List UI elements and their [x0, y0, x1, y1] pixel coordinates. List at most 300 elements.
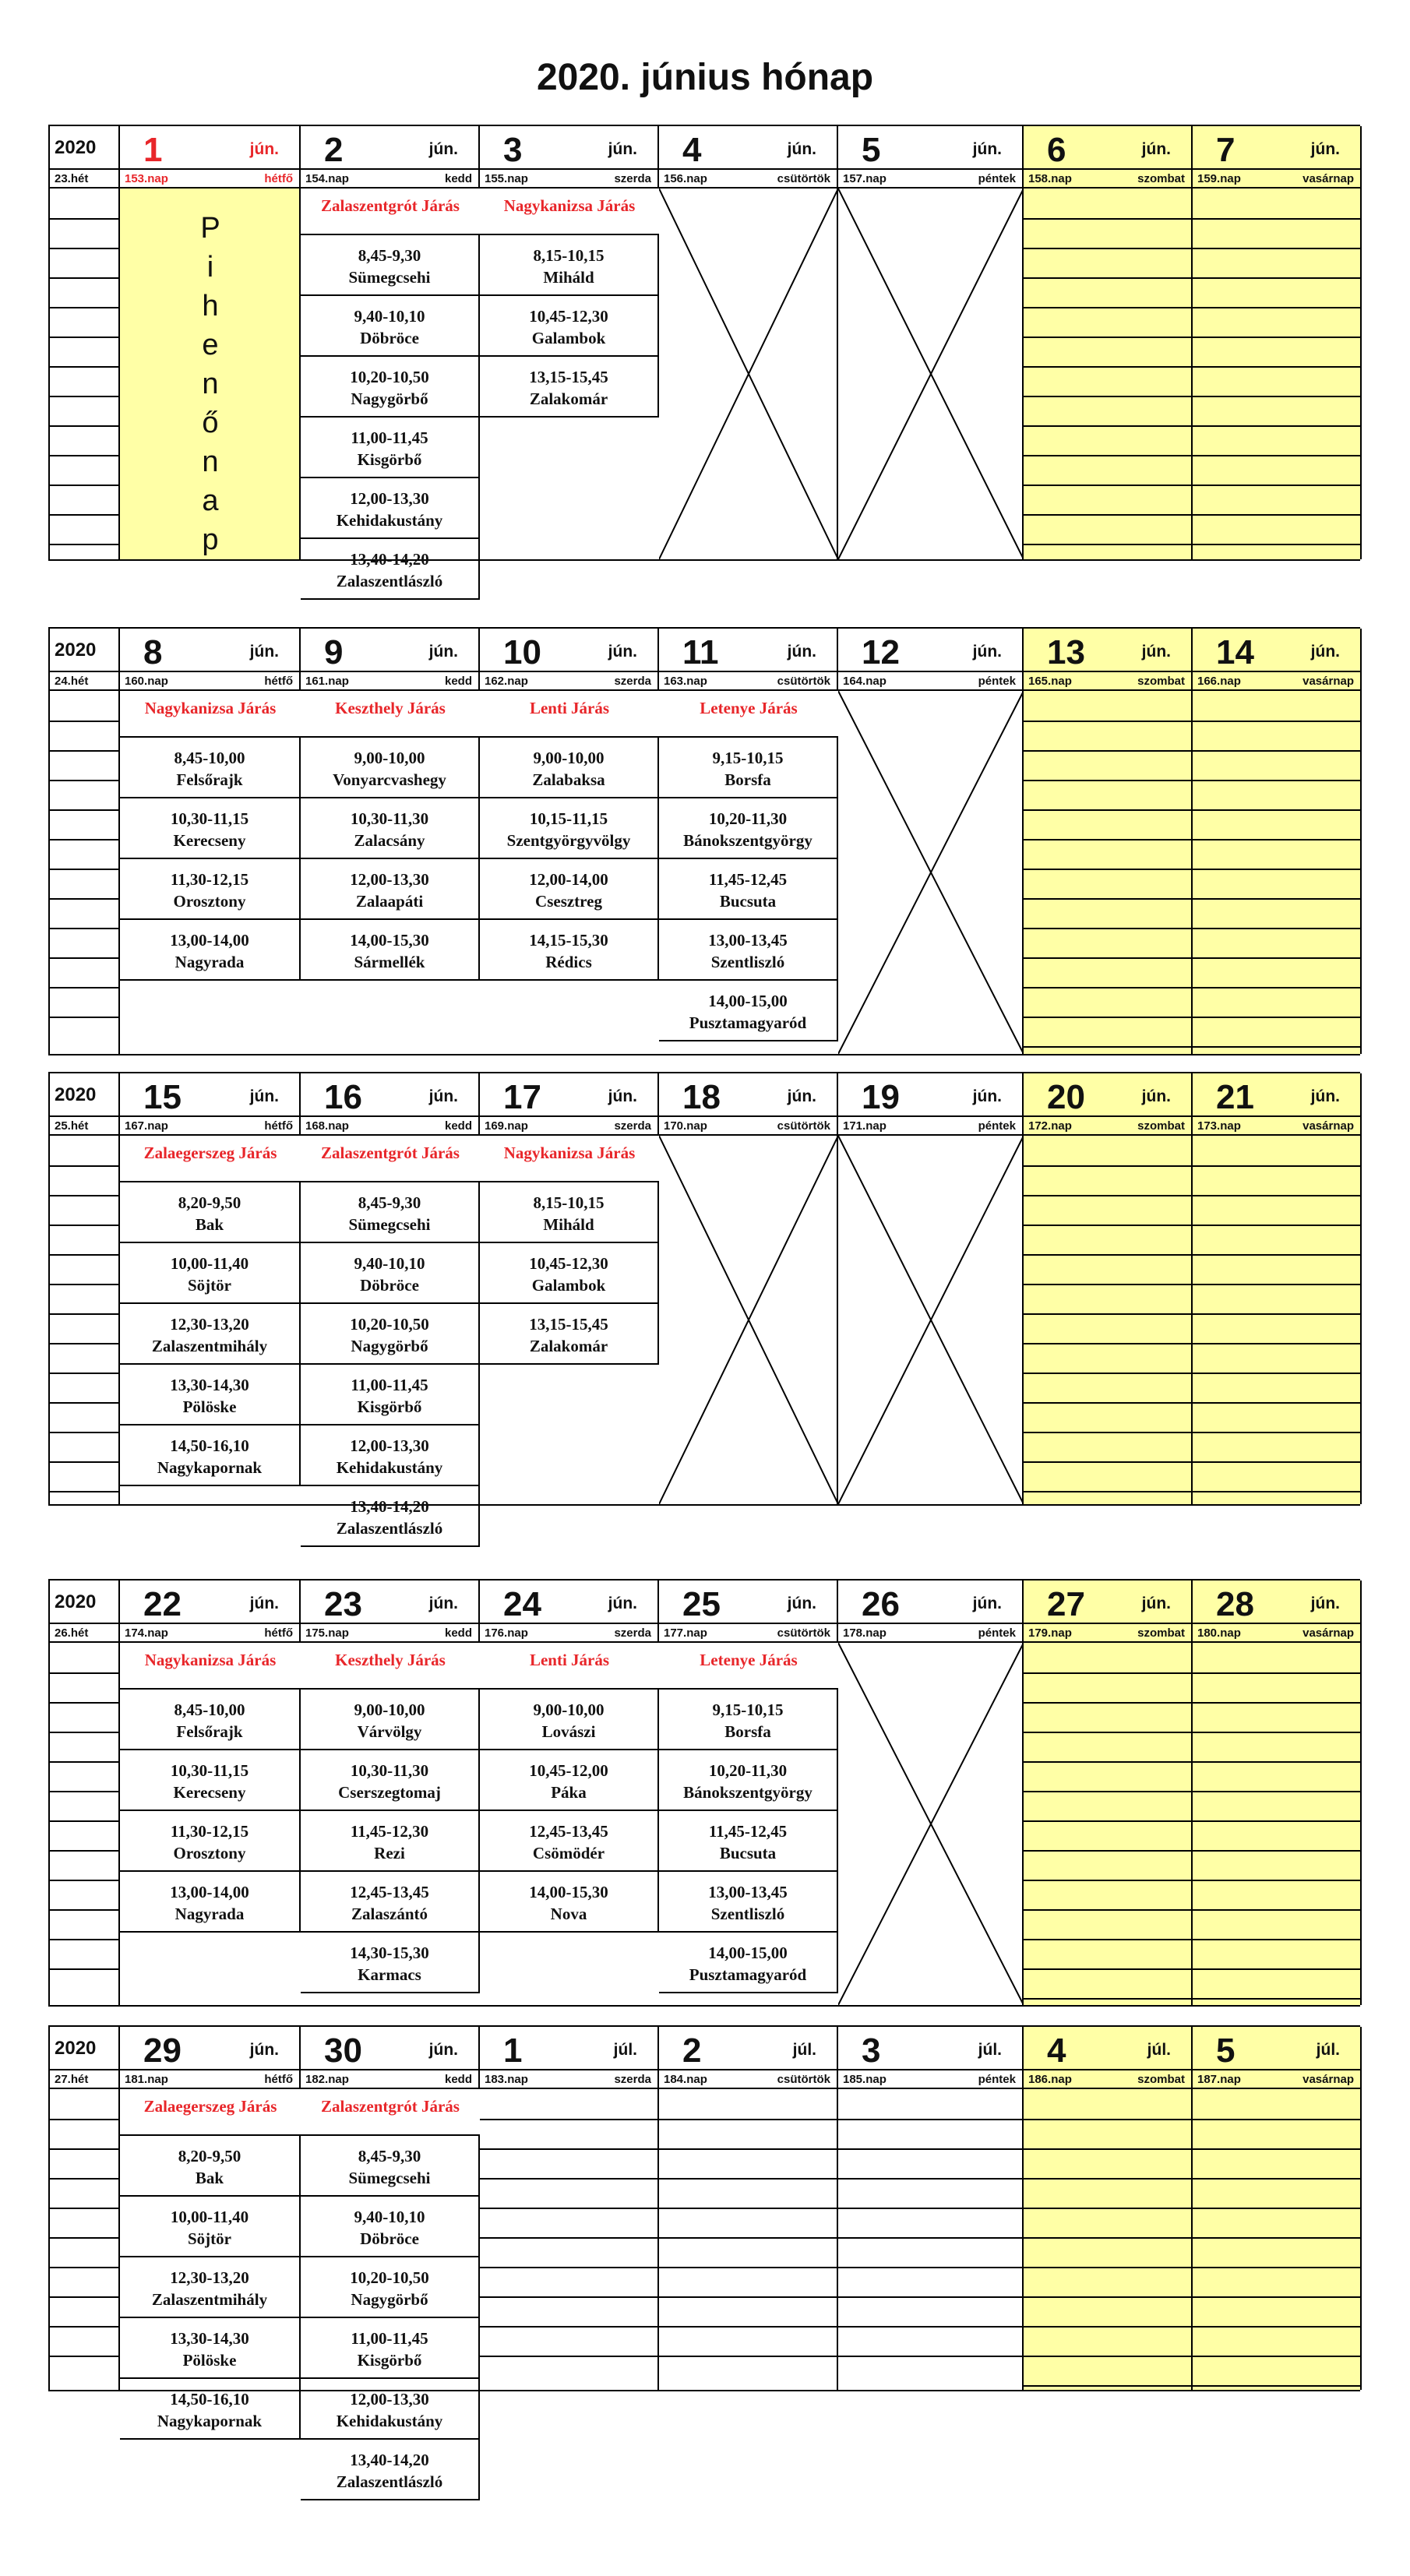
- week-number-cell: [50, 170, 120, 189]
- row-line: [838, 2326, 1024, 2328]
- time-slot: [659, 1811, 838, 1872]
- row-line: [1193, 337, 1362, 338]
- time-slot: [480, 738, 659, 798]
- day-number: 24: [503, 1585, 541, 1623]
- time-slot: [120, 1182, 301, 1243]
- row-line: [50, 809, 120, 811]
- day-header: [120, 2027, 301, 2070]
- day-header: [120, 1073, 301, 1117]
- month-label: jún.: [1141, 140, 1171, 158]
- day-header: [1024, 1073, 1193, 1117]
- day-subheader: [1193, 1117, 1362, 1136]
- weekday-label: vasárnap: [1302, 1626, 1354, 1640]
- slot-time: 13,30-14,30: [170, 2329, 249, 2348]
- slot-place: Nagygörbő: [351, 1337, 428, 1355]
- slot-time: 12,00-13,30: [350, 1436, 429, 1455]
- day-of-year: 160.nap: [125, 675, 168, 688]
- time-slot: [301, 235, 480, 296]
- week-block: [48, 1072, 1360, 1538]
- row-line: [1193, 1850, 1362, 1852]
- row-line: [50, 2119, 120, 2120]
- row-line: [1193, 514, 1362, 516]
- day-of-year: 162.nap: [485, 675, 528, 688]
- time-slot: [120, 1365, 301, 1425]
- row-line: [838, 2148, 1024, 2150]
- slot-time: 12,45-13,45: [529, 1822, 608, 1841]
- time-slot: [659, 1750, 838, 1811]
- slot-time: 10,45-12,30: [529, 307, 608, 326]
- row-line: [1024, 337, 1193, 338]
- weekday-label: szombat: [1137, 1626, 1185, 1640]
- weekend-body: [1024, 1643, 1193, 2005]
- day-header: [659, 1580, 838, 1624]
- weekday-label: szombat: [1137, 2073, 1185, 2086]
- day-column: [301, 2027, 480, 2491]
- day-number: 29: [143, 2032, 182, 2070]
- slot-time: 8,20-9,50: [178, 2147, 241, 2165]
- slot-time: 10,30-11,30: [350, 809, 429, 828]
- month-label: jún.: [972, 1087, 1002, 1105]
- slot-time: 8,20-9,50: [178, 1193, 241, 1212]
- time-slot: [301, 1425, 480, 1486]
- month-label: jún.: [249, 2041, 279, 2059]
- day-of-year: 175.nap: [305, 1626, 349, 1640]
- time-slot: [480, 1182, 659, 1243]
- slot-time: 9,40-10,10: [354, 307, 425, 326]
- slot-time: 11,00-11,45: [351, 1376, 428, 1394]
- weekday-label: vasárnap: [1302, 2073, 1354, 2086]
- day-number: 2: [324, 131, 344, 169]
- slot-time: 11,30-12,15: [170, 1822, 249, 1841]
- row-line: [50, 485, 120, 486]
- row-line: [1193, 1225, 1362, 1226]
- week-number-cell: [50, 672, 120, 691]
- district-label: Nagykanizsa Járás: [144, 699, 277, 717]
- day-header: [659, 1073, 838, 1117]
- row-line: [1193, 2148, 1362, 2150]
- month-label: júl.: [792, 2041, 816, 2059]
- day-number: 16: [324, 1078, 362, 1116]
- row-line: [1193, 1880, 1362, 1881]
- row-line: [50, 1343, 120, 1344]
- row-line: [50, 721, 120, 722]
- row-line: [1024, 809, 1193, 811]
- day-of-year: 165.nap: [1028, 675, 1072, 688]
- day-of-year: 172.nap: [1028, 1119, 1072, 1133]
- day-header: [480, 1580, 659, 1624]
- row-line: [1024, 957, 1193, 959]
- row-line: [1024, 869, 1193, 870]
- week-label-col: [50, 629, 120, 1054]
- slot-place: Pölöske: [182, 2351, 237, 2370]
- time-slot: [301, 738, 480, 798]
- row-line: [50, 455, 120, 456]
- slot-place: Zalaszentlászló: [336, 1519, 443, 1538]
- slot-place: Sümegcsehi: [348, 1215, 431, 1234]
- district-label: Lenti Járás: [529, 699, 610, 717]
- weekend-body: [1024, 1136, 1193, 1504]
- row-line: [50, 1702, 120, 1704]
- row-line: [1193, 1017, 1362, 1018]
- day-column: [1193, 1580, 1362, 2005]
- time-slot: [120, 1425, 301, 1486]
- year-cell: [50, 2027, 120, 2070]
- weekend-body: [1193, 1643, 1362, 2005]
- slot-time: 11,45-12,30: [350, 1822, 429, 1841]
- day-column: [301, 1580, 480, 2005]
- slot-place: Karmacs: [358, 1965, 421, 1984]
- weekday-label: hétfő: [264, 675, 293, 688]
- row-line: [1024, 1850, 1193, 1852]
- time-slot: [120, 1304, 301, 1365]
- time-slot: [301, 859, 480, 920]
- slot-time: 13,15-15,45: [529, 368, 608, 386]
- day-column: [480, 2027, 659, 2390]
- day-subheader: [120, 672, 301, 691]
- row-line: [1193, 396, 1362, 397]
- slot-time: 12,00-14,00: [529, 870, 608, 889]
- weekday-label: szerda: [614, 1626, 651, 1640]
- time-slot: [301, 1182, 480, 1243]
- slot-time: 8,45-9,30: [358, 2147, 421, 2165]
- row-line: [50, 2148, 120, 2150]
- day-column: [659, 1073, 838, 1504]
- row-line: [1024, 2178, 1193, 2180]
- slot-place: Bucsuta: [719, 892, 777, 911]
- day-column: [480, 1073, 659, 1504]
- week-grid: [48, 2025, 1360, 2491]
- row-line: [1193, 1402, 1362, 1404]
- slot-place: Döbröce: [360, 2229, 419, 2248]
- weekday-label: péntek: [978, 1119, 1016, 1133]
- slot-time: 13,00-13,45: [708, 1883, 788, 1901]
- slot-time: 14,00-15,30: [350, 931, 429, 950]
- day-subheader: [659, 170, 838, 189]
- row-line: [1193, 1165, 1362, 1167]
- slot-place: Vonyarcvashegy: [333, 770, 446, 789]
- slot-place: Szentgyörgyvölgy: [506, 831, 631, 850]
- row-line: [1024, 366, 1193, 368]
- month-label: jún.: [608, 140, 637, 158]
- weekday-label: kedd: [444, 172, 472, 185]
- time-slot: [120, 2257, 301, 2318]
- row-line: [50, 1732, 120, 1733]
- row-line: [1193, 1939, 1362, 1940]
- row-line: [50, 514, 120, 516]
- day-number: 12: [862, 633, 900, 671]
- weekday-label: szerda: [614, 2073, 651, 2086]
- slot-place: Zalaszentmihály: [151, 2290, 268, 2309]
- row-line: [1193, 1461, 1362, 1463]
- slot-time: 10,20-10,50: [350, 368, 429, 386]
- day-number: 3: [862, 2032, 881, 2070]
- slot-time: 13,40-14,20: [350, 2451, 429, 2469]
- slot-place: Kisgörbő: [357, 2351, 422, 2370]
- time-slot: [301, 2440, 480, 2500]
- cross-out-mark: [838, 1136, 1024, 1504]
- slot-place: Bánokszentgyörgy: [683, 1783, 813, 1802]
- time-slot: [301, 357, 480, 418]
- day-subheader: [1024, 1117, 1193, 1136]
- row-line: [1193, 809, 1362, 811]
- day-subheader: [1193, 1624, 1362, 1643]
- day-subheader: [480, 2070, 659, 2089]
- day-subheader: [301, 2070, 480, 2089]
- row-line: [1024, 780, 1193, 781]
- day-subheader: [301, 1624, 480, 1643]
- day-of-year: 156.nap: [664, 172, 707, 185]
- day-header: [120, 126, 301, 170]
- day-subheader: [838, 1117, 1024, 1136]
- day-number: 5: [862, 131, 881, 169]
- row-line: [1193, 2385, 1362, 2387]
- week-grid: [48, 1579, 1360, 2007]
- day-of-year: 161.nap: [305, 675, 349, 688]
- slot-time: 13,00-14,00: [170, 931, 249, 950]
- day-subheader: [1193, 672, 1362, 691]
- district-label: Lenti Járás: [529, 1651, 610, 1669]
- day-number: 8: [143, 633, 163, 671]
- day-column: [120, 1073, 301, 1504]
- district-label: Zalaszentgrót Járás: [321, 1144, 460, 1162]
- row-line: [50, 425, 120, 427]
- day-subheader: [301, 1117, 480, 1136]
- row-line: [50, 2326, 120, 2328]
- time-slot: [301, 2136, 480, 2197]
- year-label: 2020: [55, 1591, 97, 1612]
- row-line: [1024, 1732, 1193, 1733]
- day-number: 26: [862, 1585, 900, 1623]
- row-line: [1024, 277, 1193, 279]
- weekday-label: péntek: [978, 172, 1016, 185]
- slot-time: 9,15-10,15: [712, 749, 784, 767]
- weekday-label: kedd: [444, 2073, 472, 2086]
- weekday-label: péntek: [978, 2073, 1016, 2086]
- slot-time: 10,20-10,50: [350, 2268, 429, 2287]
- day-number: 9: [324, 633, 344, 671]
- day-header: [659, 629, 838, 672]
- day-subheader: [1193, 2070, 1362, 2089]
- week-block: [48, 2025, 1360, 2491]
- day-subheader: [480, 170, 659, 189]
- row-line: [480, 2178, 659, 2180]
- row-line: [1024, 544, 1193, 545]
- row-line: [1193, 869, 1362, 870]
- day-column: [1193, 2027, 1362, 2390]
- row-line: [1193, 1791, 1362, 1792]
- slot-time: 10,00-11,40: [170, 2208, 249, 2226]
- day-column: [480, 126, 659, 559]
- slot-place: Zalaszentlászló: [336, 572, 443, 590]
- row-line: [1193, 2208, 1362, 2209]
- row-line: [1193, 455, 1362, 456]
- day-subheader: [480, 1624, 659, 1643]
- slot-place: Felsőrajk: [176, 770, 243, 789]
- weekend-body: [1024, 189, 1193, 559]
- day-column: [1193, 126, 1362, 559]
- slot-place: Kerecseny: [173, 1783, 246, 1802]
- slot-place: Pölöske: [182, 1397, 237, 1416]
- time-slot: [301, 920, 480, 981]
- row-line: [50, 2208, 120, 2209]
- row-line: [1024, 898, 1193, 900]
- day-column: [120, 1580, 301, 2005]
- col-line: [1360, 2027, 1362, 2390]
- row-line: [50, 1254, 120, 1256]
- slot-place: Kerecseny: [173, 831, 246, 850]
- month-label: júl.: [1147, 2041, 1171, 2059]
- row-line: [838, 2237, 1024, 2239]
- month-label: jún.: [1310, 1595, 1340, 1612]
- slot-time: 9,00-10,00: [354, 1700, 425, 1719]
- weekday-label: vasárnap: [1302, 675, 1354, 688]
- slot-place: Pusztamagyaród: [689, 1013, 807, 1032]
- time-slot: [301, 2197, 480, 2257]
- slot-time: 14,50-16,10: [170, 2390, 249, 2409]
- row-line: [1024, 396, 1193, 397]
- slot-time: 9,00-10,00: [533, 749, 605, 767]
- week-number-cell: [50, 1624, 120, 1643]
- week-label-col: [50, 126, 120, 559]
- row-line: [1193, 750, 1362, 752]
- day-header: [1024, 1580, 1193, 1624]
- weekday-label: szerda: [614, 172, 651, 185]
- row-line: [50, 1909, 120, 1911]
- slot-time: 13,00-13,45: [708, 931, 788, 950]
- slot-time: 10,15-11,15: [529, 809, 608, 828]
- weekday-label: csütörtök: [777, 675, 830, 688]
- slot-time: 11,00-11,45: [351, 2329, 428, 2348]
- day-subheader: [1024, 2070, 1193, 2089]
- row-line: [1193, 839, 1362, 840]
- row-line: [1024, 1761, 1193, 1763]
- year-cell: [50, 126, 120, 170]
- slot-place: Söjtör: [188, 1276, 231, 1295]
- day-subheader: [480, 1117, 659, 1136]
- row-line: [50, 1165, 120, 1167]
- day-header: [120, 1580, 301, 1624]
- district-label: Zalaszentgrót Járás: [321, 196, 460, 215]
- row-line: [1193, 928, 1362, 929]
- slot-place: Zalakomár: [529, 1337, 608, 1355]
- slot-time: 13,00-14,00: [170, 1883, 249, 1901]
- district-label: Letenye Járás: [700, 1651, 798, 1669]
- month-label: jún.: [428, 1595, 458, 1612]
- year-label: 2020: [55, 640, 97, 661]
- time-slot: [480, 859, 659, 920]
- slot-place: Zalaszentlászló: [336, 2472, 443, 2491]
- cross-out-mark: [659, 1136, 838, 1504]
- day-column: [838, 1073, 1024, 1504]
- district-label: Nagykanizsa Járás: [144, 1651, 277, 1669]
- day-header: [659, 2027, 838, 2070]
- time-slot: [120, 798, 301, 859]
- month-label: jún.: [249, 643, 279, 661]
- row-line: [1024, 1432, 1193, 1433]
- weekday-label: kedd: [444, 675, 472, 688]
- day-header: [480, 126, 659, 170]
- rest-day-label: P i h e n ő n a p: [200, 212, 220, 556]
- time-slot: [120, 2318, 301, 2379]
- slot-place: Sümegcsehi: [348, 2169, 431, 2187]
- row-line: [1193, 277, 1362, 279]
- time-slot: [120, 2197, 301, 2257]
- time-slot: [301, 1486, 480, 1547]
- row-line: [50, 2296, 120, 2298]
- row-line: [50, 1761, 120, 1763]
- slot-place: Sármellék: [354, 953, 425, 971]
- row-line: [50, 366, 120, 368]
- slot-place: Miháld: [543, 1215, 594, 1234]
- time-slot: [301, 539, 480, 600]
- row-line: [1024, 1702, 1193, 1704]
- slot-place: Orosztony: [173, 1844, 246, 1862]
- slot-place: Lovászi: [541, 1722, 596, 1741]
- month-label: jún.: [787, 1595, 816, 1612]
- day-column: [1193, 1073, 1362, 1504]
- row-line: [1193, 2326, 1362, 2328]
- day-number: 14: [1216, 633, 1254, 671]
- row-line: [1024, 1491, 1193, 1492]
- slot-time: 14,15-15,30: [529, 931, 608, 950]
- day-of-year: 155.nap: [485, 172, 528, 185]
- slot-place: Nagygörbő: [351, 389, 428, 408]
- day-header: [1193, 1580, 1362, 1624]
- day-subheader: [659, 2070, 838, 2089]
- weekday-label: vasárnap: [1302, 172, 1354, 185]
- row-line: [1193, 2178, 1362, 2180]
- row-line: [1193, 2119, 1362, 2120]
- time-slot: [301, 418, 480, 478]
- day-header: [1024, 2027, 1193, 2070]
- district-label: Nagykanizsa Járás: [503, 1144, 636, 1162]
- row-line: [1024, 2119, 1193, 2120]
- day-of-year: 173.nap: [1197, 1119, 1241, 1133]
- row-line: [50, 987, 120, 988]
- slot-place: Rédics: [545, 953, 592, 971]
- row-line: [1193, 1491, 1362, 1492]
- row-line: [480, 2267, 659, 2268]
- day-number: 17: [503, 1078, 541, 1116]
- month-label: jún.: [1310, 1087, 1340, 1105]
- slot-place: Zalakomár: [529, 389, 608, 408]
- month-label: jún.: [972, 140, 1002, 158]
- day-number: 13: [1047, 633, 1085, 671]
- time-slot: [120, 1750, 301, 1811]
- row-line: [50, 780, 120, 781]
- slot-time: 8,15-10,15: [533, 246, 605, 265]
- week-grid: [48, 1072, 1360, 1538]
- day-number: 2: [682, 2032, 702, 2070]
- row-line: [1024, 1461, 1193, 1463]
- row-line: [50, 1880, 120, 1881]
- day-of-year: 167.nap: [125, 1119, 168, 1133]
- row-line: [1024, 218, 1193, 220]
- row-line: [50, 1313, 120, 1315]
- row-line: [50, 337, 120, 338]
- slot-place: Söjtör: [188, 2229, 231, 2248]
- day-number: 3: [503, 131, 523, 169]
- day-column: [1024, 629, 1193, 1054]
- day-column: [480, 1580, 659, 2005]
- day-of-year: 176.nap: [485, 1626, 528, 1640]
- col-line: [1360, 629, 1362, 1054]
- day-number: 27: [1047, 1585, 1085, 1623]
- month-label: jún.: [608, 1595, 637, 1612]
- slot-time: 9,15-10,15: [712, 1700, 784, 1719]
- day-of-year: 178.nap: [843, 1626, 887, 1640]
- slot-place: Borsfa: [724, 1722, 771, 1741]
